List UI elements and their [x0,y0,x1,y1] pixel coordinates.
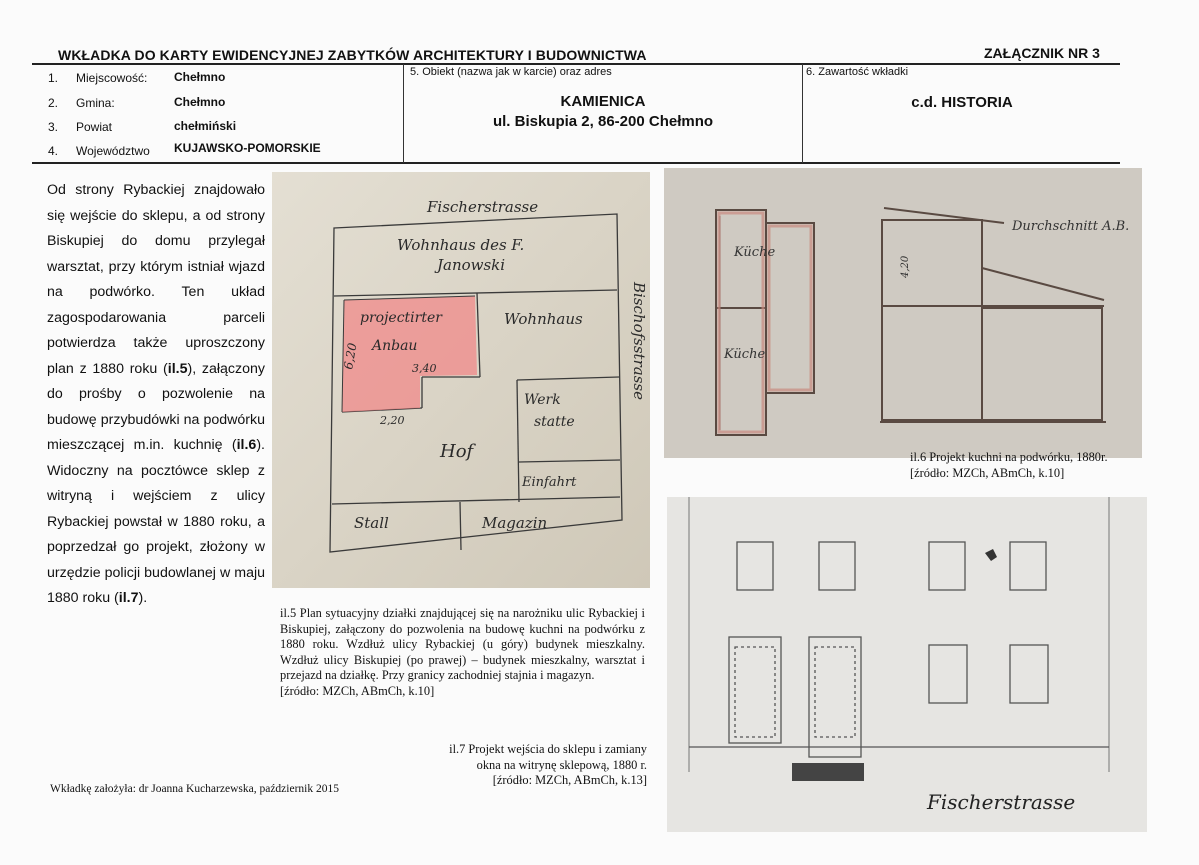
kitchen-room-2: Küche [724,347,766,362]
contents-value: c.d. HISTORIA [911,94,1013,111]
kitchen-section-label: Durchschnitt A.B. [1012,219,1130,234]
plan-label-new-building-2: Anbau [372,338,418,354]
plan-label-street-right: Bischofsstrasse [630,282,648,400]
field-voivodeship: 4. Województwo KUJAWSKO-POMORSKIE [48,141,321,158]
facade-project-image [667,497,1147,832]
body-text: Od strony Rybackiej znajdowało się wejście do sklepu, a od strony Biskupiej do domu przylegał warsztat, przy którym istniał wjazd na podwórko. Ten układ zagospodarowania parceli potwierdza także uproszczony plan z 1880 roku (il.5), załączony do prośby o pozwolenie na budowę przybudówki na podwórku mieszczącej m.in. kuchnię (il.6). Widoczny na pocztówce sklep z witryną i wejściem z ulicy Rybackiej powstał w 1880 roku, a poprzedzał go projekt, złożony w urzędzie policji budowlanej w maju 1880 roku (il.7). [47,182,265,606]
plan-label-house-top-2: Janowski [437,256,506,274]
caption-il5: il.5 Plan sytuacyjny działki znajdującej się na narożniku ulic Rybackiej i Biskupiej, załączony do pozwolenia na budowę kuchni na podwórku z 1880 roku. Wzdłuż ulicy Rybackiej (u góry) budynek mieszkalny. Wzdłuż ulicy Biskupiej (po prawej) – budynek mieszkalny, warsztat i przejazd na działkę. Przy granicy zachodniej stajnia i magazyn. [źródło: MZCh, ABmCh, k.10] [280,606,645,698]
ref-il6: il.6 [236,437,257,453]
plan-label-house-right: Wohnhaus [504,310,583,328]
plan-label-street-top: Fischerstrasse [427,198,539,216]
plan-dim-340: 3,40 [412,362,437,375]
object-label: 5. Obiekt (nazwa jak w karcie) oraz adres [410,66,612,78]
caption-il7: il.7 Projekt wejścia do sklepu i zamiany okna na witrynę sklepową, 1880 r. [źródło: MZCh, ABmCh, k.13] [449,742,647,788]
kitchen-project-image [664,168,1142,458]
object-title [404,92,802,132]
plan-label-house-top-1: Wohnhaus des F. [397,236,525,254]
site-plan-image [272,172,650,588]
document-title: WKŁADKA DO KARTY EWIDENCYJNEJ ZABYTKÓW ARCHITEKTURY I BUDOWNICTWA [58,47,647,63]
plan-label-court: Hof [440,441,474,462]
plan-dim-620: 6,20 [341,341,360,371]
ref-il7: il.7 [118,590,139,606]
plan-dim-220: 2,20 [380,414,405,427]
ref-il5: il.5 [167,360,188,377]
header-rule [32,63,1120,65]
field-county: 3. Powiat chełmiński [48,119,237,134]
caption-il6: il.6 Projekt kuchni na podwórku, 1880r. [źródło: MZCh, ABmCh, k.10] [910,450,1108,480]
plan-label-storage: Magazin [482,514,548,532]
column-divider [802,64,803,163]
plan-label-workshop-2: statte [534,414,575,430]
object-address: ul. Biskupia 2, 86-200 Chełmno [492,113,714,130]
kitchen-room-1: Küche [734,245,776,260]
plan-label-workshop-1: Werk [524,392,561,408]
footer-author: Wkładkę założyła: dr Joanna Kucharzewska, październik 2015 [50,783,339,795]
plan-label-stable: Stall [354,514,389,532]
facade-street-label: Fischerstrasse [927,790,1076,814]
annex-label: ZAŁĄCZNIK NR 3 [984,45,1100,61]
header-rule-bottom [32,162,1120,164]
kitchen-dim: 4,20 [900,255,911,278]
contents-label: 6. Zawartość wkładki [806,66,909,78]
plan-label-new-building-1: projectirter [360,310,442,326]
field-commune: 2. Gmina: Chełmno [48,95,226,110]
object-name: KAMIENICA [560,93,646,110]
field-town: 1. Miejscowość: Chełmno [48,70,226,85]
plan-label-passage: Einfahrt [522,475,577,490]
